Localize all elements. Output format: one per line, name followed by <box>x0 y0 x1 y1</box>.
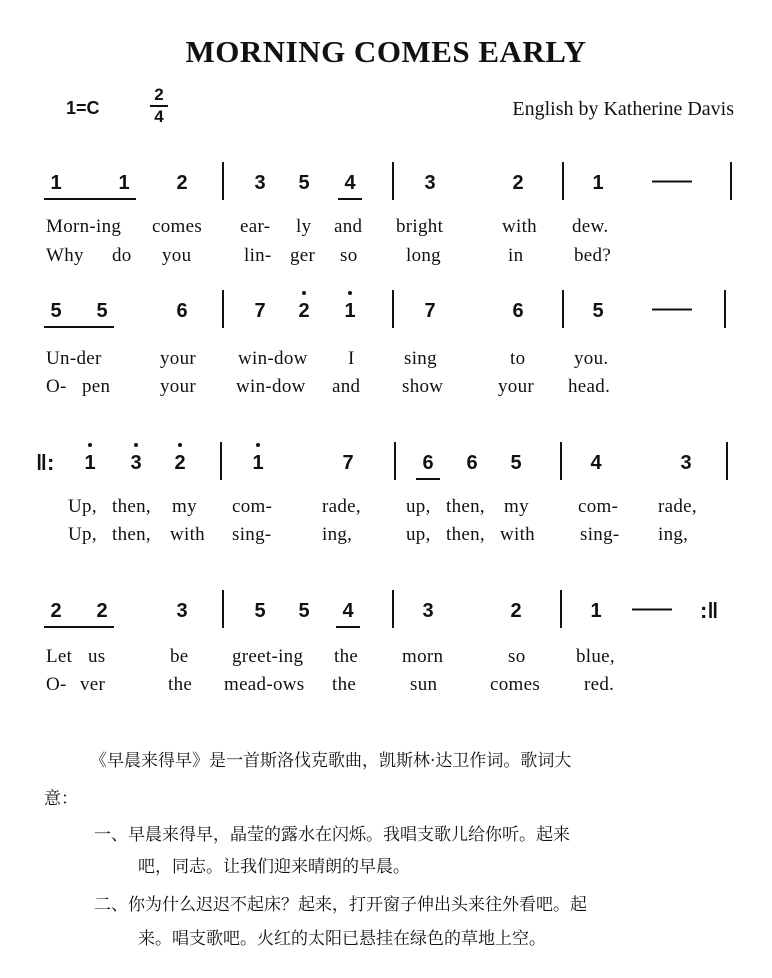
repeat-end-sign: :‖ <box>700 598 719 623</box>
lyric: win-dow <box>236 376 306 397</box>
note: 3 <box>422 600 434 622</box>
barline <box>560 590 562 628</box>
lyric: I <box>348 348 355 369</box>
barline <box>726 442 728 480</box>
lyric: your <box>160 348 197 369</box>
note: 6 <box>512 300 524 322</box>
lyric: rade, <box>658 496 697 517</box>
note: 6 <box>466 452 478 474</box>
hold-dash: —— <box>652 298 692 320</box>
lyric: the <box>168 674 193 695</box>
lyric: up, <box>406 524 431 545</box>
lyric: sing <box>404 348 437 369</box>
lyric: red. <box>584 674 615 695</box>
note: 5 <box>298 172 310 194</box>
barline <box>562 162 564 200</box>
lyric: ear- <box>240 216 271 237</box>
note-high: 2 <box>168 452 192 474</box>
lyric: do <box>112 245 132 266</box>
barline <box>392 162 394 200</box>
lyric: to <box>510 348 526 369</box>
lyric: up, <box>406 496 431 517</box>
verse1-line-a: 一、早晨来得早，晶莹的露水在闪烁。我唱支歌儿给你听。起来 <box>94 825 570 845</box>
lyric: the <box>332 674 357 695</box>
lyric: us <box>88 646 106 667</box>
lyric: long <box>406 245 441 266</box>
verse2-line-a: 二、你为什么迟迟不起床？起来，打开窗子伸出头来往外看吧。起 <box>94 895 587 915</box>
lyric: my <box>172 496 197 517</box>
note: 7 <box>254 300 266 322</box>
note: 5 <box>592 300 604 322</box>
note: 5 <box>254 600 266 622</box>
lyric: Morn-ing <box>46 216 122 237</box>
note: 5 <box>50 300 62 322</box>
lyric: rade, <box>322 496 361 517</box>
hold-dash: —— <box>632 598 672 620</box>
barline <box>724 290 726 328</box>
lyric: so <box>508 646 526 667</box>
lyric: Why <box>46 245 84 266</box>
hold-dash: —— <box>652 170 692 192</box>
verse1-line-b: 吧，同志。让我们迎来晴朗的早晨。 <box>138 857 410 877</box>
note: 1 <box>50 172 62 194</box>
beam <box>336 626 360 628</box>
time-top: 2 <box>154 85 164 104</box>
lyric: com- <box>578 496 619 517</box>
lyric: O- <box>46 674 67 695</box>
lyric: mead-ows <box>224 674 305 695</box>
lyric: and <box>332 376 361 397</box>
lyricist-credit: English by Katherine Davis <box>512 98 734 120</box>
note-high: 1 <box>338 300 362 322</box>
lyric: dew. <box>572 216 609 237</box>
lyric: with <box>502 216 537 237</box>
note: 3 <box>176 600 188 622</box>
note: 1 <box>118 172 130 194</box>
lyric: sun <box>410 674 438 695</box>
lyric: show <box>402 376 444 397</box>
barline <box>562 290 564 328</box>
barline <box>392 290 394 328</box>
beam <box>416 478 440 480</box>
lyric: then, <box>446 524 485 545</box>
beam <box>44 198 136 200</box>
note: 7 <box>342 452 354 474</box>
note: 2 <box>510 600 522 622</box>
barline <box>394 442 396 480</box>
lyric: bed? <box>574 245 612 266</box>
note: 3 <box>424 172 436 194</box>
lyric: comes <box>490 674 541 695</box>
time-signature <box>150 86 168 126</box>
lyric: lin- <box>244 245 272 266</box>
note: 2 <box>50 600 62 622</box>
note: 2 <box>176 172 188 194</box>
lyric: then, <box>112 524 151 545</box>
lyric: you <box>162 245 192 266</box>
lyric: Un-der <box>46 348 102 369</box>
note: 3 <box>254 172 266 194</box>
lyric: you. <box>574 348 609 369</box>
lyric: com- <box>232 496 273 517</box>
lyric: sing- <box>580 524 620 545</box>
barline <box>560 442 562 480</box>
note: 2 <box>96 600 108 622</box>
lyric: pen <box>82 376 111 397</box>
lyric: blue, <box>576 646 615 667</box>
lyric: in <box>508 245 524 266</box>
lyric: so <box>340 245 358 266</box>
note: 5 <box>510 452 522 474</box>
lyric: head. <box>568 376 611 397</box>
note: 7 <box>424 300 436 322</box>
lyric: and <box>334 216 363 237</box>
lyric: ing, <box>658 524 689 545</box>
barline <box>220 442 222 480</box>
lyric: comes <box>152 216 203 237</box>
lyric: your <box>498 376 535 397</box>
note-high: 2 <box>292 300 316 322</box>
lyric: your <box>160 376 197 397</box>
song-title: MORNING COMES EARLY <box>185 34 587 69</box>
lyric: then, <box>112 496 151 517</box>
note: 1 <box>590 600 602 622</box>
lyric: be <box>170 646 189 667</box>
verse2-line-b: 来。唱支歌吧。火红的太阳已悬挂在绿色的草地上空。 <box>138 929 546 949</box>
lyric: the <box>334 646 359 667</box>
lyric: ing, <box>322 524 353 545</box>
key-signature: 1=C <box>66 98 100 118</box>
lyric: with <box>170 524 205 545</box>
note: 5 <box>96 300 108 322</box>
lyric: Let <box>46 646 73 667</box>
lyric: O- <box>46 376 67 397</box>
lyric: then, <box>446 496 485 517</box>
note: 5 <box>298 600 310 622</box>
beam <box>338 198 362 200</box>
lyric: greet-ing <box>232 646 304 667</box>
note-high: 1 <box>246 452 270 474</box>
note: 4 <box>344 172 356 194</box>
lyric: Up, <box>68 524 97 545</box>
barline <box>222 290 224 328</box>
intro-line-2: 意： <box>44 789 78 809</box>
note-high: 1 <box>78 452 102 474</box>
lyric: ly <box>296 216 312 237</box>
intro-line: 《早晨来得早》是一首斯洛伐克歌曲，凯斯林·达卫作词。歌词大 <box>90 751 572 771</box>
beam <box>44 326 114 328</box>
barline <box>392 590 394 628</box>
note: 4 <box>590 452 602 474</box>
note: 6 <box>176 300 188 322</box>
lyric: Up, <box>68 496 97 517</box>
time-bottom: 4 <box>154 107 164 126</box>
lyric: with <box>500 524 535 545</box>
lyric: my <box>504 496 529 517</box>
note: 1 <box>592 172 604 194</box>
lyric: morn <box>402 646 444 667</box>
repeat-start-sign: ‖: <box>36 450 55 475</box>
lyric: ver <box>80 674 106 695</box>
lyric: win-dow <box>238 348 308 369</box>
note: 6 <box>422 452 434 474</box>
note-high: 3 <box>124 452 148 474</box>
note: 2 <box>512 172 524 194</box>
lyric: bright <box>396 216 444 237</box>
barline <box>222 590 224 628</box>
lyric: ger <box>290 245 316 266</box>
note: 3 <box>680 452 692 474</box>
note: 4 <box>342 600 354 622</box>
beam <box>44 626 114 628</box>
barline <box>730 162 732 200</box>
lyric: sing- <box>232 524 272 545</box>
barline <box>222 162 224 200</box>
